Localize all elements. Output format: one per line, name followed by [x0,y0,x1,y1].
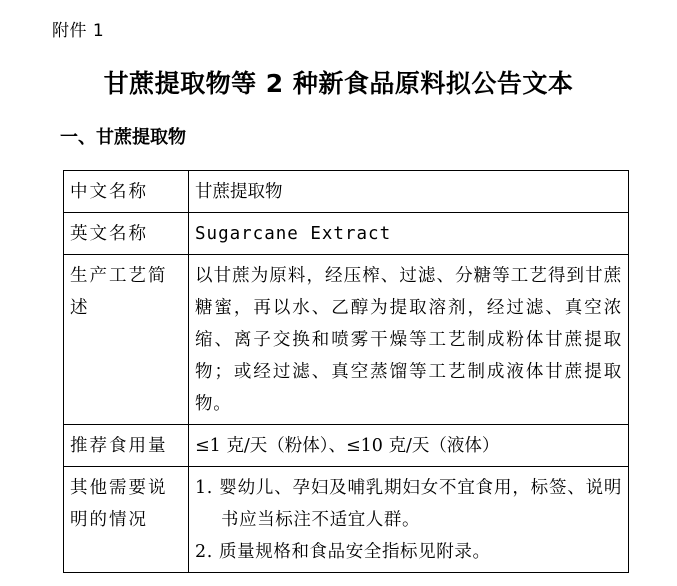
table-row-dosage [64,425,629,467]
attachment-label: 附件 1 [52,21,105,41]
row-value: 以甘蔗为原料，经压榨、过滤、分糖等工艺得到甘蔗糖蜜，再以水、乙醇为提取溶剂，经过滤、真空浓缩、离子交换和喷雾干燥等工艺制成粉体甘蔗提取物；或经过滤、真空蒸馏等工艺制成液体甘蔗提取物。 [189,255,629,425]
table-row-notes [64,467,629,573]
row-label: 其他需要说明的情况 [64,467,189,573]
table-row-process [64,255,629,425]
row-value: Sugarcane Extract [189,213,629,255]
row-label: 中文名称 [64,171,189,213]
ingredient-info-table [63,170,629,573]
note-item: 1. 婴幼儿、孕妇及哺乳期妇女不宜食用，标签、说明书应当标注不适宜人群。 [195,478,622,530]
row-label: 推荐食用量 [64,425,189,467]
row-value: 甘蔗提取物 [189,171,629,213]
row-value [189,467,629,573]
section-heading: 一、甘蔗提取物 [60,127,186,148]
document-title: 甘蔗提取物等 2 种新食品原料拟公告文本 [103,69,574,98]
table-row-chinese-name [64,171,629,213]
row-value: ≤1 克/天（粉体）、≤10 克/天（液体） [189,425,629,467]
row-label: 英文名称 [64,213,189,255]
note-item: 2. 质量规格和食品安全指标见附录。 [195,542,491,562]
table-row-english-name [64,213,629,255]
row-label: 生产工艺简述 [64,255,189,425]
